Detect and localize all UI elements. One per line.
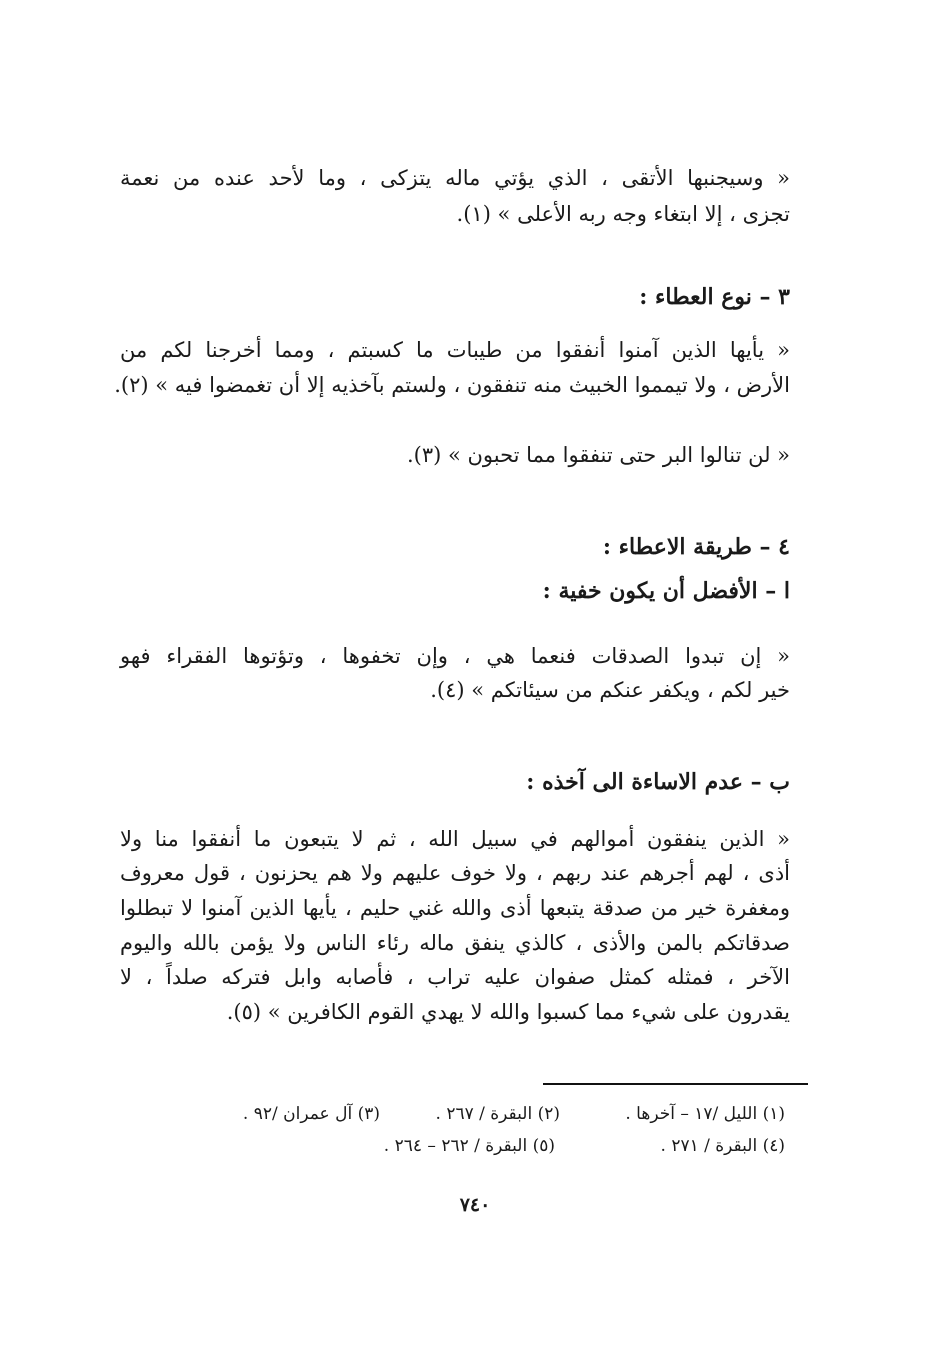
- paragraph-5-line-5: الآخر ، فمثله كمثل صفوان عليه تراب ، فأصابه وابل فتركه صلداً ، لا: [120, 965, 790, 989]
- paragraph-5-line-4: صدقاتكم بالمن والأذى ، كالذي ينفق ماله رئاء الناس ولا يؤمن بالله واليوم: [120, 931, 790, 955]
- paragraph-1-line-2: تجزى ، إلا ابتغاء وجه ربه الأعلى » (١).: [456, 202, 790, 226]
- paragraph-5-line-2: أذى ، لهم أجرهم عند ربهم ، ولا خوف عليهم ولا هم يحزنون ، قول معروف: [120, 861, 790, 885]
- paragraph-3: « لن تنالوا البر حتى تنفقوا مما تحبون » (٣).: [406, 443, 790, 467]
- paragraph-2-line-2: الأرض ، ولا تيمموا الخبيث منه تنفقون ، ولستم بآخذيه إلا أن تغمضوا فيه » (٢).: [114, 373, 790, 397]
- page-number: ٧٤٠: [459, 1194, 491, 1216]
- footnote-2: (٢) البقرة / ٢٦٧ .: [435, 1104, 560, 1124]
- section-heading-3: ٣ – نوع العطاء :: [639, 284, 790, 310]
- subheading-a: ا – الأفضل أن يكون خفية :: [542, 578, 790, 604]
- paragraph-4-line-2: خير لكم ، ويكفر عنكم من سيئاتكم » (٤).: [430, 678, 790, 702]
- footnote-3: (٣) آل عمران /٩٢ .: [242, 1104, 380, 1124]
- footnote-1: (١) الليل /١٧ – آخرها .: [625, 1104, 785, 1124]
- footnote-separator: [543, 1083, 808, 1085]
- section-heading-4: ٤ – طريقة الاعطاء :: [602, 534, 790, 560]
- footnote-5: (٥) البقرة / ٢٦٢ – ٢٦٤ .: [383, 1136, 555, 1156]
- paragraph-1-line-1: « وسيجنبها الأتقى ، الذي يؤتي ماله يتزكى ، وما لأحد عنده من نعمة: [120, 166, 790, 190]
- paragraph-5-line-3: ومغفرة خير من صدقة يتبعها أذى والله غني حليم ، يأيها الذين آمنوا لا تبطلوا: [120, 896, 790, 920]
- paragraph-5-line-6: يقدرون على شيء مما كسبوا والله لا يهدي القوم الكافرين » (٥).: [226, 1000, 790, 1024]
- paragraph-4-line-1: « إن تبدوا الصدقات فنعما هي ، وإن تخفوها ، وتؤتوها الفقراء فهو: [120, 644, 790, 668]
- subheading-b: ب – عدم الاساءة الى آخذه :: [526, 769, 790, 795]
- paragraph-2-line-1: « يأيها الذين آمنوا أنفقوا من طيبات ما كسبتم ، ومما أخرجنا لكم من: [120, 338, 790, 362]
- footnote-4: (٤) البقرة / ٢٧١ .: [660, 1136, 785, 1156]
- paragraph-5-line-1: « الذين ينفقون أموالهم في سبيل الله ، ثم لا يتبعون ما أنفقوا منا ولا: [120, 827, 790, 851]
